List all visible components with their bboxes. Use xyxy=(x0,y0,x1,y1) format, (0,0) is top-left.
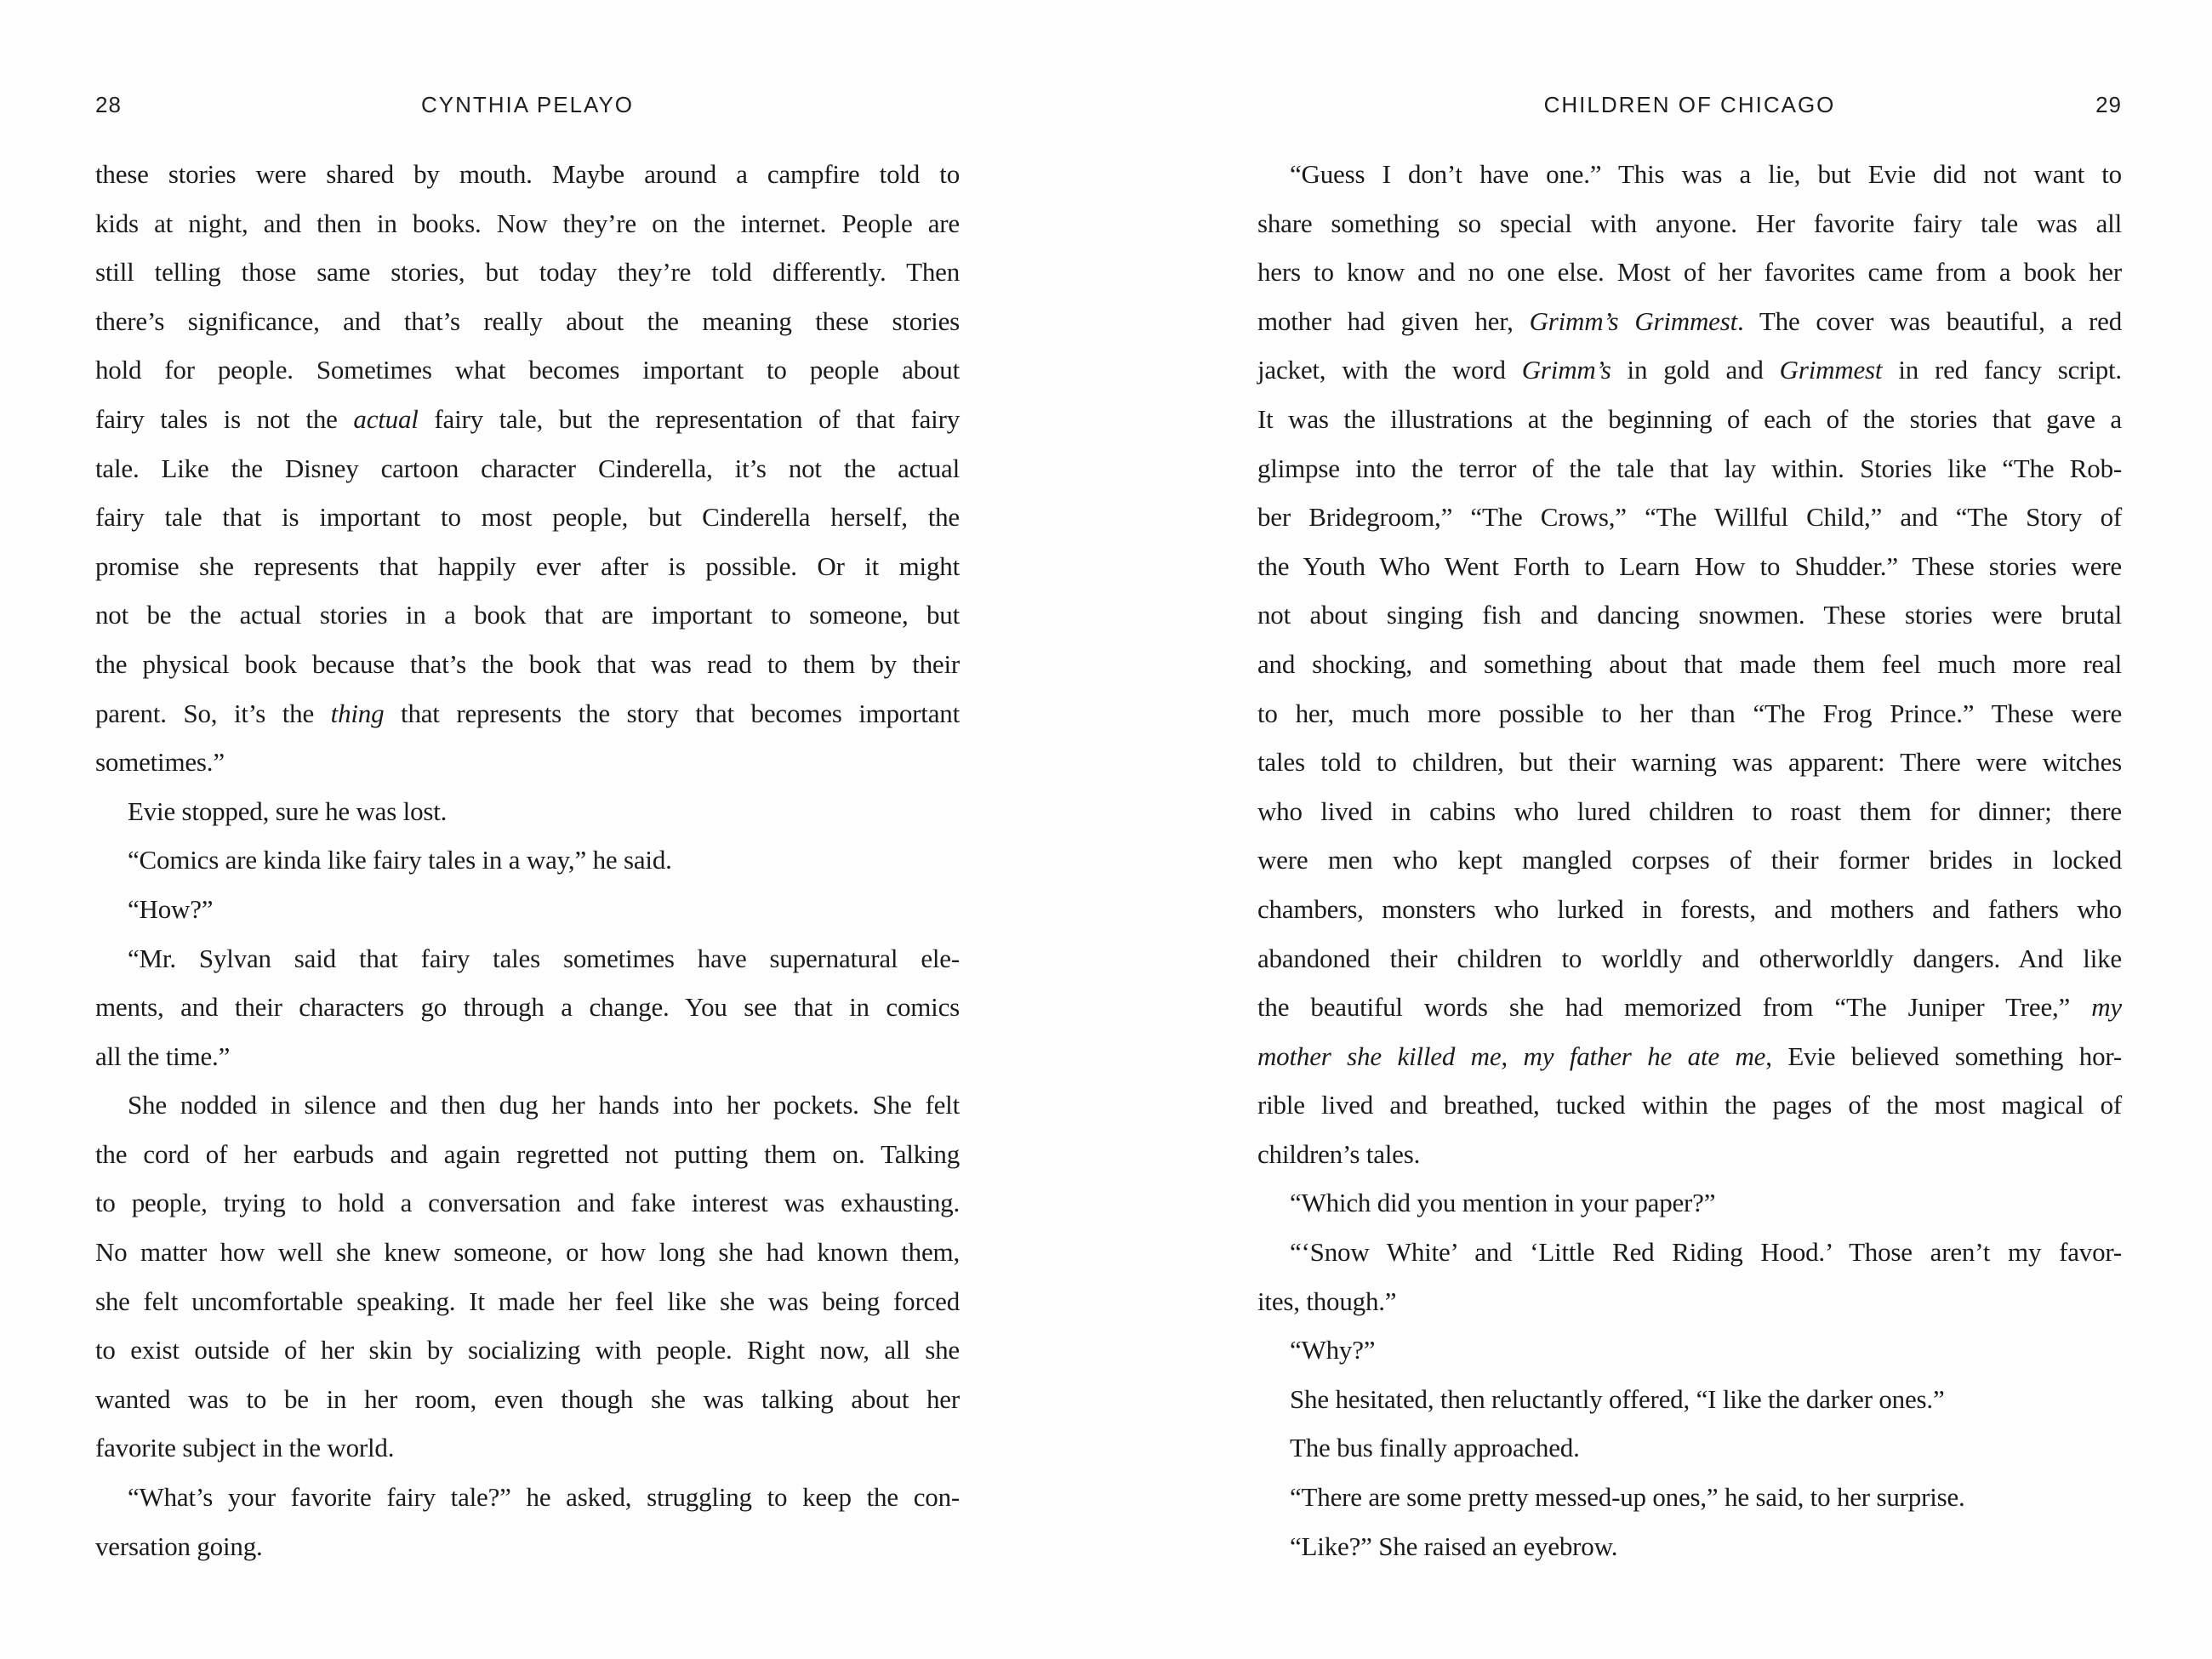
text-line xyxy=(1257,199,2122,248)
text-segment: “There are some pretty messed-up ones,” he said, to her surprise. xyxy=(1290,1482,1965,1513)
text-line xyxy=(1257,444,2122,493)
text-line xyxy=(95,1325,960,1375)
text-segment: No matter how well she knew someone, or how long she had known them, xyxy=(95,1237,960,1268)
text-segment: not be the actual stories in a book that are important to someone, but xyxy=(95,600,960,630)
text-segment: , Evie believed something hor- xyxy=(1765,1040,2122,1071)
text-segment: she felt uncomfortable speaking. It made her feel like she was being forced xyxy=(95,1286,960,1316)
text-segment: and shocking, and something about that made them feel much more real xyxy=(1257,648,2122,679)
text-line xyxy=(1257,395,2122,444)
text-segment: “‘Snow White’ and ‘Little Red Riding Hood.’ Those aren’t my favor- xyxy=(1290,1237,2122,1268)
text-line xyxy=(95,199,960,248)
text-segment: “What’s your favorite fairy tale?” he asked, struggling to keep the con- xyxy=(128,1482,960,1513)
text-line xyxy=(1257,1375,2122,1424)
text-segment: “Guess I don’t have one.” This was a lie, but Evie did not want to xyxy=(1290,159,2122,189)
text-line xyxy=(95,345,960,395)
text-line xyxy=(1257,1080,2122,1130)
text-segment: parent. So, it’s the xyxy=(95,698,331,728)
text-segment: that represents the story that becomes important xyxy=(384,698,960,728)
italic-text-segment: my xyxy=(2091,992,2122,1023)
text-line xyxy=(95,1080,960,1130)
text-line xyxy=(1257,1032,2122,1081)
text-segment: The bus finally approached. xyxy=(1290,1433,1580,1463)
text-segment: kids at night, and then in books. Now they’re on the internet. People are xyxy=(95,208,960,238)
text-segment: It was the illustrations at the beginning of each of the stories that gave a xyxy=(1257,403,2122,434)
text-line xyxy=(95,1130,960,1179)
right-page-text xyxy=(1257,150,2122,1571)
text-line xyxy=(1257,1277,2122,1326)
text-line xyxy=(95,689,960,738)
text-segment: tale. Like the Disney cartoon character Cinderella, it’s not the actual xyxy=(95,453,960,483)
text-line xyxy=(95,1375,960,1424)
page-number-right: 29 xyxy=(2095,92,2122,117)
text-line xyxy=(95,297,960,346)
text-line xyxy=(95,738,960,787)
text-line xyxy=(1257,640,2122,689)
text-segment: the cord of her earbuds and again regretted not putting them on. Talking xyxy=(95,1138,960,1169)
text-segment: fairy tales is not the xyxy=(95,403,354,434)
text-segment: all the time.” xyxy=(95,1040,231,1071)
text-segment: “Mr. Sylvan said that fairy tales sometimes have supernatural ele- xyxy=(128,943,960,973)
text-line xyxy=(95,885,960,934)
text-line xyxy=(1257,1178,2122,1228)
text-line xyxy=(1257,345,2122,395)
text-line xyxy=(95,787,960,836)
text-line xyxy=(1257,493,2122,542)
text-line xyxy=(95,1423,960,1473)
text-line xyxy=(1257,689,2122,738)
text-segment: She nodded in silence and then dug her hands into her pockets. She felt xyxy=(128,1090,960,1120)
text-segment: ber Bridegroom,” “The Crows,” “The Willful Child,” and “The Story of xyxy=(1257,502,2122,533)
text-line xyxy=(1257,983,2122,1032)
italic-text-segment: actual xyxy=(353,403,419,434)
text-line xyxy=(1257,1522,2122,1571)
text-segment: mother had given her, xyxy=(1257,305,1530,336)
italic-text-segment: thing xyxy=(330,698,385,728)
text-line xyxy=(95,1522,960,1571)
text-line xyxy=(1257,1228,2122,1277)
text-line xyxy=(95,493,960,542)
text-segment: still telling those same stories, but today they’re told differently. Then xyxy=(95,257,960,288)
running-head-title: CHILDREN OF CHICAGO xyxy=(1543,92,1836,117)
text-line xyxy=(95,150,960,199)
text-segment: there’s significance, and that’s really about the meaning these stories xyxy=(95,305,960,336)
left-page-text xyxy=(95,150,960,1571)
text-segment: Evie stopped, sure he was lost. xyxy=(128,795,448,826)
text-line xyxy=(1257,885,2122,934)
text-segment: “Like?” She raised an eyebrow. xyxy=(1290,1531,1618,1561)
text-segment: these stories were shared by mouth. Maybe around a campfire told to xyxy=(95,159,960,189)
text-segment: versation going. xyxy=(95,1531,263,1561)
text-line xyxy=(1257,248,2122,297)
text-line xyxy=(95,640,960,689)
text-line xyxy=(1257,835,2122,885)
text-line xyxy=(95,1228,960,1277)
text-segment: to people, trying to hold a conversation and fake interest was exhausting. xyxy=(95,1188,960,1218)
text-line xyxy=(1257,542,2122,591)
text-line xyxy=(95,983,960,1032)
text-segment: tales told to children, but their warning was apparent: There were witches xyxy=(1257,747,2122,778)
running-head-author: CYNTHIA PELAYO xyxy=(420,92,635,117)
text-segment: the physical book because that’s the book that was read to them by their xyxy=(95,648,960,679)
text-line xyxy=(95,395,960,444)
text-segment: fairy tale, but the representation of that fairy xyxy=(418,403,960,434)
text-segment: share something so special with anyone. Her favorite fairy tale was all xyxy=(1257,208,2122,238)
text-line xyxy=(1257,1130,2122,1179)
text-segment: abandoned their children to worldly and otherworldly dangers. And like xyxy=(1257,943,2122,973)
text-segment: ments, and their characters go through a change. You see that in comics xyxy=(95,992,960,1023)
text-segment: in gold and xyxy=(1611,355,1780,385)
text-segment: the Youth Who Went Forth to Learn How to Shudder.” These stories were xyxy=(1257,550,2122,581)
text-line xyxy=(1257,787,2122,836)
text-line xyxy=(95,444,960,493)
text-line xyxy=(95,934,960,983)
text-segment: glimpse into the terror of the tale that lay within. Stories like “The Rob- xyxy=(1257,453,2122,483)
text-segment: “How?” xyxy=(128,893,214,924)
text-line xyxy=(1257,1325,2122,1375)
italic-text-segment: Grimm’s Grimmest xyxy=(1529,305,1738,336)
text-segment: in red fancy script. xyxy=(1882,355,2122,385)
text-line xyxy=(1257,738,2122,787)
text-line xyxy=(1257,1423,2122,1473)
text-line xyxy=(1257,150,2122,199)
text-line xyxy=(95,835,960,885)
text-segment: “Which did you mention in your paper?” xyxy=(1290,1188,1716,1218)
text-segment: wanted was to be in her room, even though she was talking about her xyxy=(95,1383,960,1414)
text-line xyxy=(1257,297,2122,346)
text-segment: She hesitated, then reluctantly offered, “I like the darker ones.” xyxy=(1290,1383,1945,1414)
text-line xyxy=(95,248,960,297)
text-segment: sometimes.” xyxy=(95,747,225,778)
text-line xyxy=(95,1277,960,1326)
text-segment: children’s tales. xyxy=(1257,1138,1421,1169)
italic-text-segment: Grimmest xyxy=(1779,355,1883,385)
text-line xyxy=(1257,934,2122,983)
italic-text-segment: mother she killed me, my father he ate me xyxy=(1257,1040,1766,1071)
text-segment: “Why?” xyxy=(1290,1335,1376,1365)
italic-text-segment: Grimm’s xyxy=(1521,355,1611,385)
text-line xyxy=(95,1473,960,1522)
text-segment: who lived in cabins who lured children to roast them for dinner; there xyxy=(1257,795,2122,826)
text-segment: promise she represents that happily ever after is possible. Or it might xyxy=(95,550,960,581)
text-segment: hers to know and no one else. Most of her favorites came from a book her xyxy=(1257,257,2122,288)
text-segment: chambers, monsters who lurked in forests, and mothers and fathers who xyxy=(1257,893,2122,924)
text-segment: to her, much more possible to her than “The Frog Prince.” These were xyxy=(1257,698,2122,728)
text-segment: the beautiful words she had memorized from “The Juniper Tree,” xyxy=(1257,992,2092,1023)
text-segment: to exist outside of her skin by socializing with people. Right now, all she xyxy=(95,1335,960,1365)
text-segment: were men who kept mangled corpses of their former brides in locked xyxy=(1257,845,2122,875)
text-line xyxy=(95,542,960,591)
text-segment: jacket, with the word xyxy=(1257,355,1522,385)
text-line xyxy=(95,1032,960,1081)
text-line xyxy=(1257,1473,2122,1522)
text-segment: ites, though.” xyxy=(1257,1286,1397,1316)
text-segment: . The cover was beautiful, a red xyxy=(1737,305,2122,336)
text-segment: hold for people. Sometimes what becomes important to people about xyxy=(95,355,960,385)
text-segment: favorite subject in the world. xyxy=(95,1433,395,1463)
text-segment: rible lived and breathed, tucked within the pages of the most magical of xyxy=(1257,1090,2122,1120)
text-line xyxy=(95,590,960,640)
text-segment: fairy tale that is important to most people, but Cinderella herself, the xyxy=(95,502,960,533)
text-line xyxy=(95,1178,960,1228)
page-number-left: 28 xyxy=(95,92,122,117)
text-line xyxy=(1257,590,2122,640)
text-segment: “Comics are kinda like fairy tales in a way,” he said. xyxy=(128,845,672,875)
text-segment: not about singing fish and dancing snowmen. These stories were brutal xyxy=(1257,600,2122,630)
